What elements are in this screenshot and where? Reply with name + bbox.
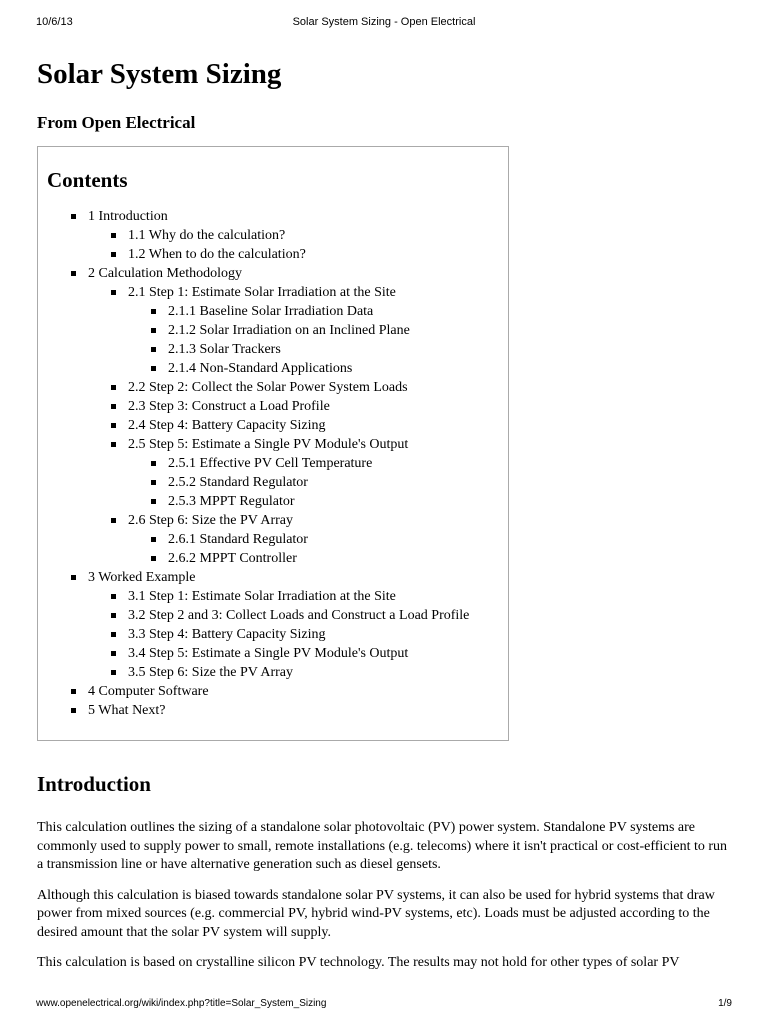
toc-link[interactable]: 1 Introduction bbox=[88, 209, 168, 224]
bullet-icon bbox=[151, 366, 156, 371]
toc-link[interactable]: 4 Computer Software bbox=[88, 684, 209, 699]
toc-item bbox=[47, 264, 508, 283]
bullet-icon bbox=[151, 347, 156, 352]
intro-paragraph: This calculation is based on crystalline silicon PV technology. The results may not hold for other types of solar PV bbox=[37, 955, 680, 970]
toc-item bbox=[47, 606, 508, 625]
bullet-icon bbox=[111, 632, 116, 637]
bullet-icon bbox=[111, 670, 116, 675]
bullet-icon bbox=[151, 556, 156, 561]
toc-item bbox=[47, 454, 508, 473]
toc-item bbox=[47, 492, 508, 511]
toc-item bbox=[47, 435, 508, 454]
toc-item bbox=[47, 226, 508, 245]
toc-item bbox=[47, 397, 508, 416]
bullet-icon bbox=[151, 499, 156, 504]
print-header bbox=[36, 16, 732, 32]
toc-link[interactable]: 2.1 Step 1: Estimate Solar Irradiation at the Site bbox=[128, 285, 396, 300]
bullet-icon bbox=[111, 385, 116, 390]
bullet-icon bbox=[71, 271, 76, 276]
toc-link[interactable]: 2.6.1 Standard Regulator bbox=[168, 532, 308, 547]
site-subtitle: From Open Electrical bbox=[37, 113, 196, 132]
toc-item bbox=[47, 511, 508, 530]
toc-link[interactable]: 2.5 Step 5: Estimate a Single PV Module's Output bbox=[128, 437, 409, 452]
toc-item bbox=[47, 245, 508, 264]
toc-item bbox=[47, 321, 508, 340]
article-content bbox=[37, 50, 731, 973]
bullet-icon bbox=[111, 290, 116, 295]
toc-item bbox=[47, 625, 508, 644]
table-of-contents bbox=[37, 146, 509, 741]
bullet-icon bbox=[71, 689, 76, 694]
toc-link[interactable]: 2.3 Step 3: Construct a Load Profile bbox=[128, 399, 330, 414]
toc-link[interactable]: 2.2 Step 2: Collect the Solar Power System Loads bbox=[128, 380, 408, 395]
toc-link[interactable]: 2.5.1 Effective PV Cell Temperature bbox=[168, 456, 373, 471]
toc-link[interactable]: 2.5.3 MPPT Regulator bbox=[168, 494, 295, 509]
toc-item bbox=[47, 549, 508, 568]
page-title: Solar System Sizing bbox=[37, 58, 282, 90]
intro-paragraph: This calculation outlines the sizing of a standalone solar photovoltaic (PV) power system. Standalone PV systems are commonly used to supply power to small, remote installations (e.g. telecoms) where it isn't practical or cost-efficient to run a transmission line or have alternative generation such as diesel gensets. bbox=[37, 820, 728, 872]
toc-item bbox=[47, 378, 508, 397]
toc-link[interactable]: 1.2 When to do the calculation? bbox=[128, 247, 306, 262]
print-page-number: 1/9 bbox=[718, 998, 732, 1009]
toc-item bbox=[47, 416, 508, 435]
toc-link[interactable]: 2.1.3 Solar Trackers bbox=[168, 342, 281, 357]
introduction-heading: Introduction bbox=[37, 772, 151, 796]
toc-heading: Contents bbox=[47, 168, 128, 192]
bullet-icon bbox=[111, 252, 116, 257]
print-date: 10/6/13 bbox=[36, 16, 73, 28]
toc-item bbox=[47, 473, 508, 492]
toc-item bbox=[47, 587, 508, 606]
toc-link[interactable]: 3.3 Step 4: Battery Capacity Sizing bbox=[128, 627, 326, 642]
toc-item bbox=[47, 530, 508, 549]
toc-item bbox=[47, 682, 508, 701]
toc-item bbox=[47, 207, 508, 226]
bullet-icon bbox=[111, 613, 116, 618]
bullet-icon bbox=[111, 442, 116, 447]
bullet-icon bbox=[151, 309, 156, 314]
toc-link[interactable]: 3.1 Step 1: Estimate Solar Irradiation at the Site bbox=[128, 589, 396, 604]
bullet-icon bbox=[151, 537, 156, 542]
print-url: www.openelectrical.org/wiki/index.php?title=Solar_System_Sizing bbox=[36, 998, 327, 1009]
toc-item bbox=[47, 644, 508, 663]
bullet-icon bbox=[151, 461, 156, 466]
toc-item bbox=[47, 302, 508, 321]
toc-link[interactable]: 5 What Next? bbox=[88, 703, 166, 718]
bullet-icon bbox=[151, 328, 156, 333]
bullet-icon bbox=[71, 708, 76, 713]
bullet-icon bbox=[111, 518, 116, 523]
toc-link[interactable]: 2 Calculation Methodology bbox=[88, 266, 242, 281]
bullet-icon bbox=[71, 214, 76, 219]
toc-link[interactable]: 3 Worked Example bbox=[88, 570, 196, 585]
bullet-icon bbox=[111, 233, 116, 238]
toc-link[interactable]: 2.1.1 Baseline Solar Irradiation Data bbox=[168, 304, 374, 319]
toc-link[interactable]: 2.4 Step 4: Battery Capacity Sizing bbox=[128, 418, 326, 433]
bullet-icon bbox=[71, 575, 76, 580]
toc-item bbox=[47, 663, 508, 682]
toc-link[interactable]: 2.5.2 Standard Regulator bbox=[168, 475, 308, 490]
toc-link[interactable]: 2.1.4 Non-Standard Applications bbox=[168, 361, 353, 376]
toc-link[interactable]: 2.6 Step 6: Size the PV Array bbox=[128, 513, 294, 528]
print-page-title: Solar System Sizing - Open Electrical bbox=[292, 16, 476, 28]
bullet-icon bbox=[111, 404, 116, 409]
bullet-icon bbox=[111, 423, 116, 428]
toc-link[interactable]: 3.5 Step 6: Size the PV Array bbox=[128, 665, 294, 680]
intro-paragraph: Although this calculation is biased towards standalone solar PV systems, it can also be used for hybrid systems that draw power from mixed sources (e.g. commercial PV, hybrid wind-PV systems, etc). Loads must be adjusted according to the desired amount that the solar PV system will supply. bbox=[37, 887, 715, 940]
toc-link[interactable]: 2.6.2 MPPT Controller bbox=[168, 551, 297, 566]
toc-link[interactable]: 1.1 Why do the calculation? bbox=[128, 228, 286, 243]
toc-item bbox=[47, 568, 508, 587]
print-footer bbox=[36, 998, 732, 1014]
toc-item bbox=[47, 701, 508, 720]
bullet-icon bbox=[151, 480, 156, 485]
toc-link[interactable]: 3.4 Step 5: Estimate a Single PV Module's Output bbox=[128, 646, 409, 661]
toc-link[interactable]: 2.1.2 Solar Irradiation on an Inclined Plane bbox=[168, 323, 410, 338]
toc-item bbox=[47, 340, 508, 359]
toc-item bbox=[47, 359, 508, 378]
toc-list bbox=[47, 207, 508, 720]
bullet-icon bbox=[111, 594, 116, 599]
toc-link[interactable]: 3.2 Step 2 and 3: Collect Loads and Construct a Load Profile bbox=[128, 608, 470, 623]
bullet-icon bbox=[111, 651, 116, 656]
toc-item bbox=[47, 283, 508, 302]
